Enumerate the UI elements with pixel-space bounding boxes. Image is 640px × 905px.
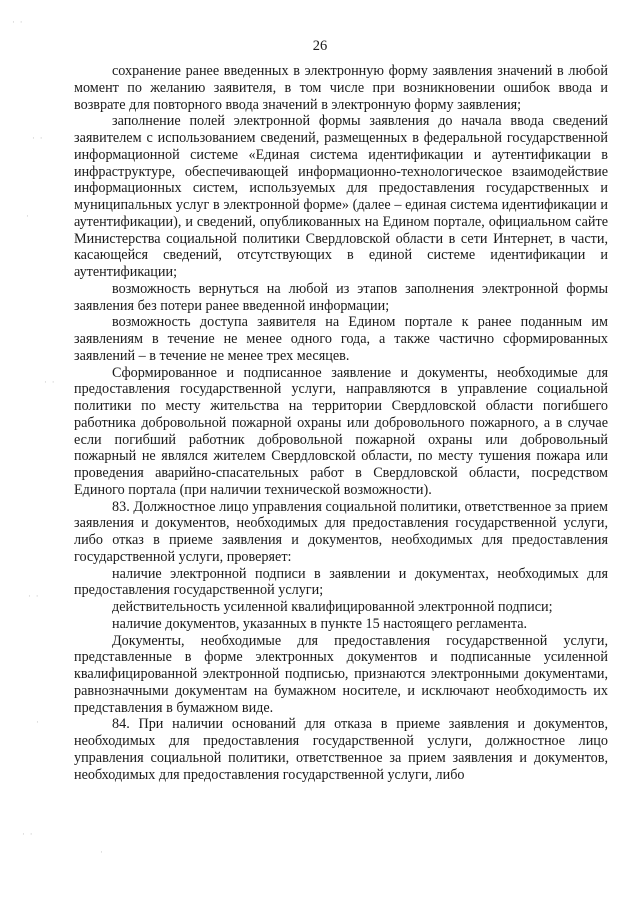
paragraph: возможность доступа заявителя на Едином портале к ранее поданным им заявлениям в течение не менее одного года, а также частично сформированных заявлений – в течение не менее трех месяцев. <box>74 314 608 364</box>
scan-artifact: · · <box>28 592 40 602</box>
paragraph: возможность вернуться на любой из этапов заполнения электронной формы заявления без потери ранее введенной информации; <box>74 280 608 314</box>
scan-artifact: · · <box>22 830 34 840</box>
scan-artifact: · · <box>12 18 24 28</box>
paragraph: наличие документов, указанных в пункте 15 настоящего регламента. <box>112 615 528 632</box>
paragraph: сохранение ранее введенных в электронную форму заявления значений в любой момент по желанию заявителя, в том числе при возникновении ошибок ввода и возврате для повторного ввода значений в электронную форму заявления; <box>74 63 608 113</box>
page-number: 26 <box>312 38 328 54</box>
paragraph: действительность усиленной квалифицированной электронной подписи; <box>112 599 553 615</box>
paragraph: Сформированное и подписанное заявление и документы, необходимые для предоставления государственной услуги, направляются в управление социальной политики по месту жительства на территории Свердловской области погибшего работника добровольной пожарной охраны или добровольного пожарного, а в случае если погибший работник добровольной пожарной охраны или добровольный пожарный не являлся жителем Свердловской области, по месту тушения пожара или проведения аварийно-спасательных работ в Свердловской области, посредством Единого портала (при наличии технической возможности). <box>74 364 608 498</box>
paragraph: наличие электронной подписи в заявлении и документах, необходимых для предоставления государственной услуги; <box>74 565 608 599</box>
scan-artifact: · <box>100 848 104 858</box>
scan-artifact: · · <box>44 378 56 388</box>
scan-artifact: · <box>26 212 30 222</box>
scan-artifact: · <box>36 718 40 728</box>
paragraph-item-83: 83. Должностное лицо управления социальной политики, ответственное за прием заявления и документов, необходимых для предоставления государственной услуги, либо отказ в приеме заявления и документов, необходимых для предоставления государственной услуги, проверяет: <box>74 498 608 565</box>
paragraph: заполнение полей электронной формы заявления до начала ввода сведений заявителем с использованием сведений, размещенных в федеральной государственной информационной системе «Единая система идентификации и аутентификации в инфраструктуре, обеспечивающей информационно-технологическое взаимодействие информационных систем, используемых для предоставления государственных и муниципальных услуг в электронной форме» (далее – единая система идентификации и аутентификации), и сведений, опубликованных на Едином портале, официальном сайте Министерства социальной политики Свердловской области в сети Интернет, в части, касающейся сведений, отсутствующих в единой системе идентификации и аутентификации; <box>74 113 608 280</box>
document-body <box>74 63 608 783</box>
paragraph: Документы, необходимые для предоставления государственной услуги, представленные в форме электронных документов и подписанные усиленной квалифицированной электронной подписью, признаются электронными документами, равнозначными документам на бумажном носителе, и исключают необходимость их представления в бумажном виде. <box>74 632 608 716</box>
scan-artifact: · · <box>32 134 44 144</box>
paragraph-item-84: 84. При наличии оснований для отказа в приеме заявления и документов, необходимых для предоставления государственной услуги, должностное лицо управления социальной политики, ответственное за прием заявления и документов, необходимых для предоставления государственной услуги, либо <box>74 716 608 783</box>
